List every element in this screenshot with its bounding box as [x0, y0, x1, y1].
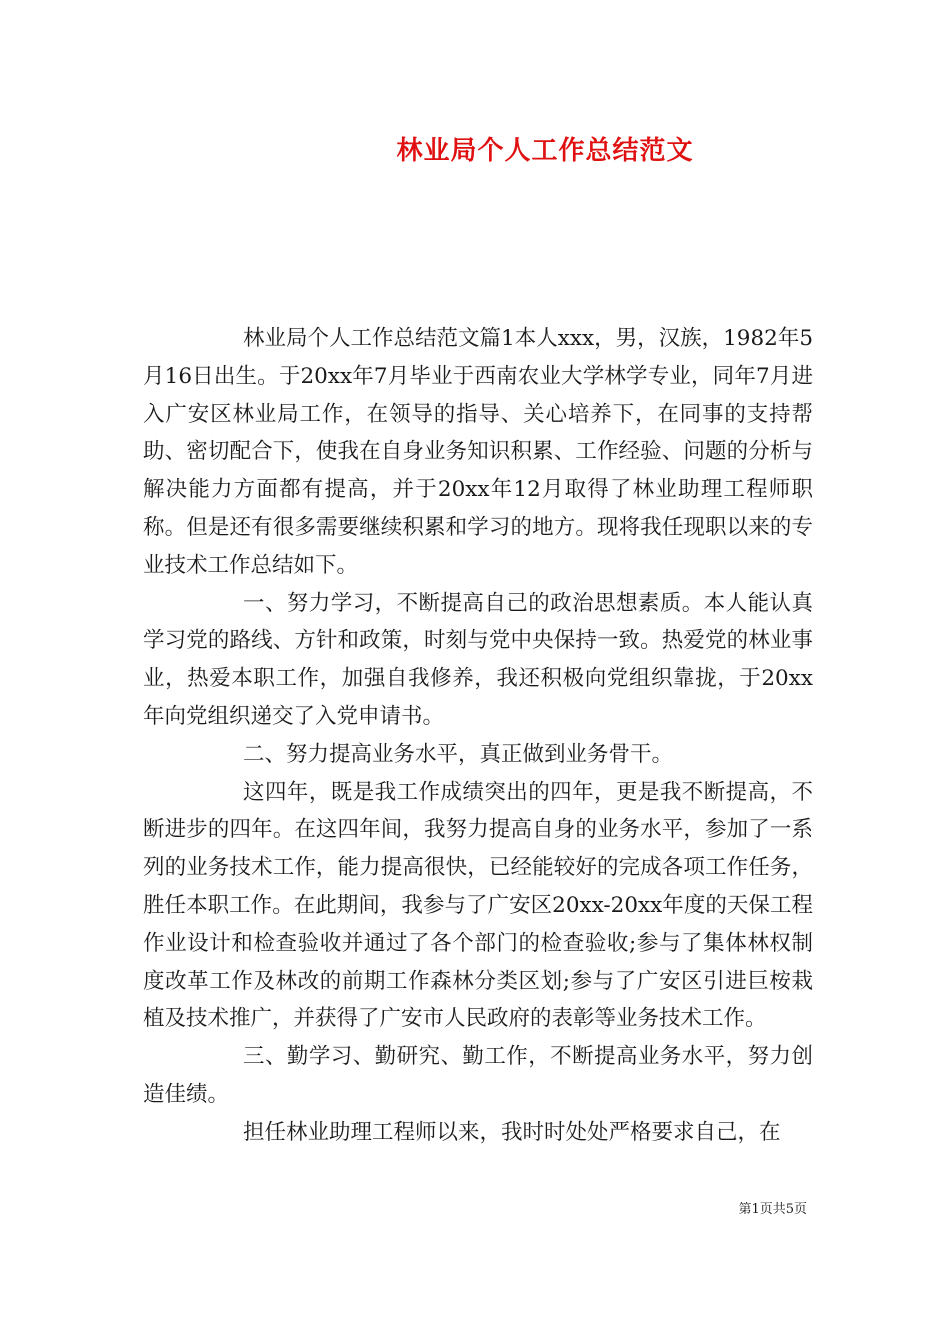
paragraph-section-2-body: 这四年，既是我工作成绩突出的四年，更是我不断提高，不断进步的四年。在这四年间，我努力提高自身的业务水平，参加了一系列的业务技术工作，能力提高很快，已经能较好的完成各项工作任务，胜任本职工作。在此期间，我参与了广安区20xx-20xx年度的天保工程作业设计和检查验收并通过了各个部门的检查验收;参与了集体林权制度改革工作及林改的前期工作森林分类区划;参与了广安区引进巨桉栽植及技术推广，并获得了广安市人民政府的表彰等业务技术工作。 [143, 779, 813, 1032]
paragraph-intro: 林业局个人工作总结范文篇1本人xxx，男，汉族，1982年5月16日出生。于20xx年7月毕业于西南农业大学林学专业，同年7月进入广安区林业局工作，在领导的指导、关心培养下，在同事的支持帮助、密切配合下，使我在自身业务知识积累、工作经验、问题的分析与解决能力方面都有提高，并于20xx年12月取得了林业助理工程师职称。但是还有很多需要继续积累和学习的地方。现将我任现职以来的专业技术工作总结如下。 [143, 326, 813, 578]
paragraph-section-2-heading: 二、努力提高业务水平，真正做到业务骨干。 [243, 741, 674, 767]
paragraph-section-3-heading: 三、勤学习、勤研究、勤工作，不断提高业务水平，努力创造佳绩。 [143, 1044, 813, 1107]
paragraph-section-3-body: 担任林业助理工程师以来，我时时处处严格要求自己，在 [243, 1119, 781, 1145]
document-body [143, 320, 813, 1152]
document-title: 林业局个人工作总结范文 [396, 136, 694, 166]
paragraph-section-1: 一、努力学习，不断提高自己的政治思想素质。本人能认真学习党的路线、方针和政策，时刻与党中央保持一致。热爱党的林业事业，热爱本职工作，加强自我修养，我还积极向党组织靠拢，于20xx年向党组织递交了入党申请书。 [143, 590, 813, 729]
page-number-footer: 第1页共5页 [738, 1202, 807, 1217]
